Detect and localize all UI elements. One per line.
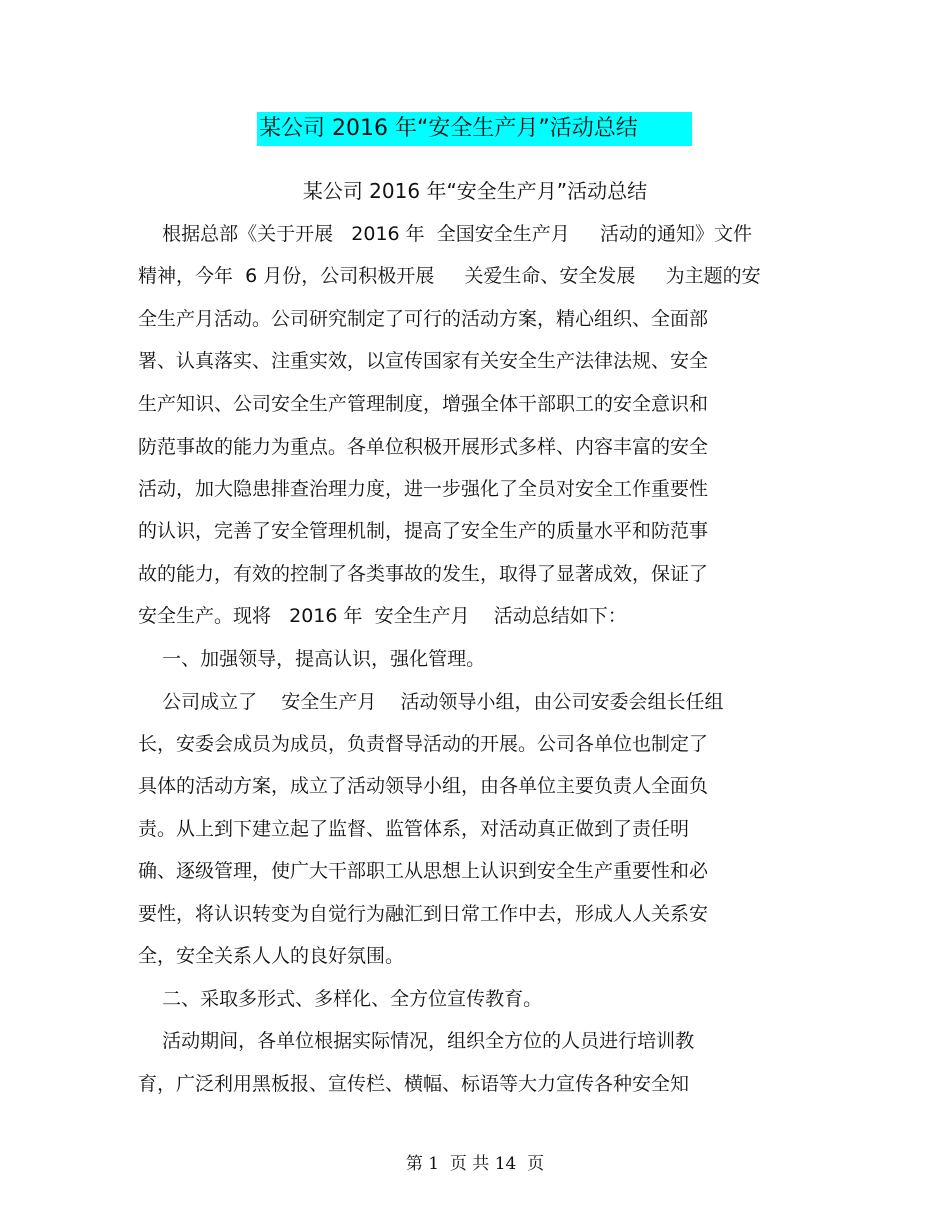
body-line: 生产知识、公司安全生产管理制度，增强全体干部职工的安全意识和 [138, 393, 709, 415]
body-line: 故的能力，有效的控制了各类事故的发生，取得了显著成效，保证了 [138, 563, 709, 585]
body-line: 全，安全关系人人的良好氛围。 [138, 945, 405, 967]
body-line: 活动，加大隐患排查治理力度，进一步强化了全员对安全工作重要性 [138, 478, 709, 500]
body-line: 根据总部《关于开展 2016 年 全国安全生产月 活动的通知》文件 [138, 223, 752, 245]
body-line: 长，安委会成员为成员，负责督导活动的开展。公司各单位也制定了 [138, 733, 709, 755]
body-line: 精神，今年 6 月份，公司积极开展 关爱生命、安全发展 为主题的安 [138, 265, 761, 287]
section-heading: 二、采取多形式、多样化、全方位宣传教育。 [138, 988, 543, 1010]
body-line: 公司成立了 安全生产月 活动领导小组，由公司安委会组长任组 [138, 691, 724, 713]
body-line: 确、逐级管理，使广大干部职工从思想上认识到安全生产重要性和必 [138, 860, 709, 882]
body-line: 活动期间，各单位根据实际情况，组织全方位的人员进行培训教 [138, 1030, 695, 1052]
body-line: 要性，将认识转变为自觉行为融汇到日常工作中去，形成人人关系安 [138, 903, 709, 925]
body-line: 具体的活动方案，成立了活动领导小组，由各单位主要负责人全面负 [138, 775, 709, 797]
body-line: 署、认真落实、注重实效，以宣传国家有关安全生产法律法规、安全 [138, 350, 709, 372]
body-line: 的认识，完善了安全管理机制，提高了安全生产的质量水平和防范事 [138, 520, 709, 542]
body-line: 安全生产。现将 2016 年 安全生产月 活动总结如下： [138, 605, 627, 627]
document-subtitle: 某公司 2016 年“安全生产月”活动总结 [302, 179, 648, 203]
body-line: 育，广泛利用黑板报、宣传栏、横幅、标语等大力宣传各种安全知 [138, 1073, 690, 1095]
body-line: 防范事故的能力为重点。各单位积极开展形式多样、内容丰富的安全 [138, 436, 709, 458]
page-footer: 第 1 页 共 14 页 [405, 1154, 545, 1174]
body-line: 责。从上到下建立起了监督、监管体系，对活动真正做到了责任明 [138, 818, 690, 840]
body-line: 全生产月活动。公司研究制定了可行的活动方案，精心组织、全面部 [138, 308, 709, 330]
document-title: 某公司 2016 年“安全生产月”活动总结 [259, 116, 638, 141]
section-heading: 一、加强领导，提高认识，强化管理。 [138, 648, 486, 670]
